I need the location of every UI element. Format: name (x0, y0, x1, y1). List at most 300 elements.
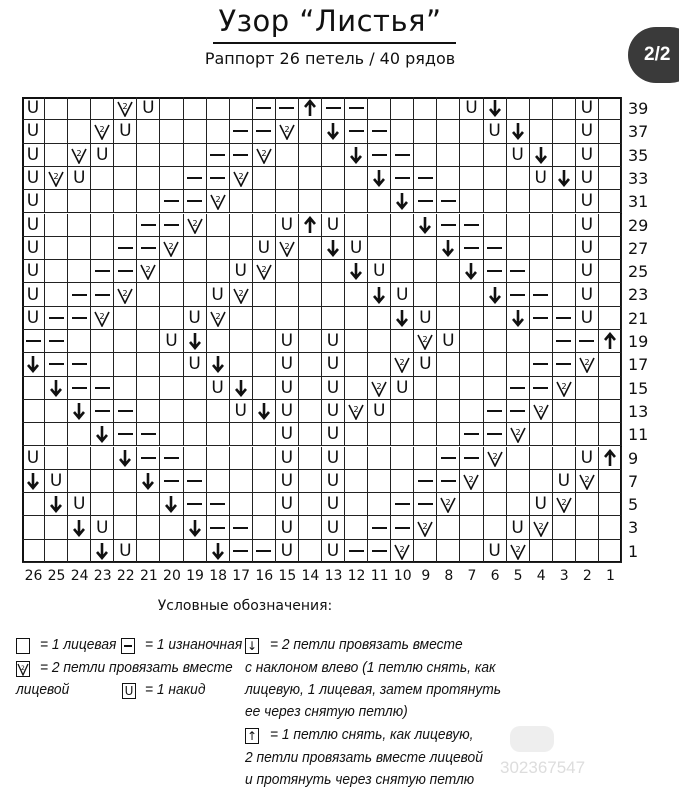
row-number-label: 27 (628, 238, 649, 258)
k2tog-icon (255, 146, 273, 164)
chart-cell-purl (207, 144, 230, 167)
chart-cell-yarn-over: U (276, 353, 299, 376)
chart-cell-purl (160, 190, 183, 213)
chart-cell-knit (137, 120, 160, 143)
chart-cell-knit (184, 237, 207, 260)
chart-cell-ssk (91, 540, 114, 563)
chart-cell-knit (45, 97, 68, 120)
k2tog-icon (393, 542, 411, 560)
svg-text:2: 2 (53, 172, 59, 182)
chart-cell-knit (599, 120, 622, 143)
chart-cell-yarn-over: U (230, 400, 253, 423)
chart-cell-knit (160, 400, 183, 423)
chart-cell-knit (414, 540, 437, 563)
chart-cell-ssk (553, 167, 576, 190)
chart-cell-ssk (484, 97, 507, 120)
chart-cell-k2tog (391, 353, 414, 376)
purl-dash (141, 457, 156, 459)
purl-dash (118, 270, 133, 272)
svg-text:2: 2 (122, 102, 128, 112)
chart-cell-knit (345, 353, 368, 376)
chart-cell-yarn-over: U (91, 144, 114, 167)
chart-cell-k2tog (207, 190, 230, 213)
column-number-label: 20 (163, 568, 181, 584)
purl-dash (464, 224, 479, 226)
column-number-label: 3 (559, 568, 569, 584)
chart-cell-yarn-over: U (507, 516, 530, 539)
chart-cell-purl (68, 283, 91, 306)
chart-cell-knit (391, 97, 414, 120)
chart-cell-knit (530, 190, 553, 213)
purl-dash (533, 363, 548, 365)
chart-cell-knit (345, 307, 368, 330)
chart-cell-knit (299, 377, 322, 400)
purl-dash (441, 480, 456, 482)
chart-cell-k2tog (184, 214, 207, 237)
column-number-label: 15 (278, 568, 297, 584)
chart-cell-knit (553, 120, 576, 143)
chart-cell-yarn-over: U (530, 167, 553, 190)
chart-cell-yarn-over: U (22, 97, 45, 120)
chart-cell-yarn-over: U (322, 214, 345, 237)
chart-cell-knit (599, 214, 622, 237)
chart-cell-knit (68, 423, 91, 446)
chart-cell-knit (299, 190, 322, 213)
chart-cell-purl (184, 167, 207, 190)
chart-cell-k2tog (68, 144, 91, 167)
chart-cell-purl (484, 423, 507, 446)
row-number-label: 25 (628, 262, 649, 282)
chart-cell-knit (91, 447, 114, 470)
purl-dash (579, 340, 594, 342)
chart-cell-knit (437, 540, 460, 563)
title-underline (213, 42, 456, 44)
chart-cell-knit (253, 307, 276, 330)
chart-cell-knit (22, 516, 45, 539)
column-number-label: 9 (421, 568, 431, 584)
chart-cell-k2tog (553, 377, 576, 400)
chart-cell-purl (460, 237, 483, 260)
chart-cell-k2tog (276, 237, 299, 260)
legend-k2tog-1: = 2 петли провязать вместе (40, 659, 233, 676)
chart-cell-knit (253, 516, 276, 539)
svg-text:2: 2 (515, 428, 521, 438)
chart-cell-knit (207, 120, 230, 143)
chart-cell-knit (253, 470, 276, 493)
chart-cell-knit (530, 540, 553, 563)
chart-cell-knit (160, 307, 183, 330)
subtitle: Раппорт 26 петель / 40 рядов (204, 49, 456, 68)
chart-cell-knit (184, 400, 207, 423)
down-arrow-icon (534, 146, 548, 164)
down-arrow-icon (395, 192, 409, 210)
purl-dash (210, 154, 225, 156)
chart-cell-knit (91, 330, 114, 353)
k2tog-icon (462, 472, 480, 490)
purl-dash (510, 387, 525, 389)
k2tog-icon (162, 239, 180, 257)
chart-cell-k2tog (530, 400, 553, 423)
chart-cell-knit (460, 400, 483, 423)
chart-cell-knit (460, 120, 483, 143)
chart-cell-knit (368, 470, 391, 493)
down-arrow-icon (511, 122, 525, 140)
chart-cell-knit (345, 493, 368, 516)
chart-cell-knit (507, 237, 530, 260)
chart-cell-ssk (207, 540, 230, 563)
chart-cell-knit (276, 144, 299, 167)
chart-cell-yarn-over: U (45, 470, 68, 493)
chart-cell-knit (391, 470, 414, 493)
chart-cell-purl (230, 144, 253, 167)
chart-cell-knit (484, 353, 507, 376)
chart-cell-yarn-over: U (576, 447, 599, 470)
chart-cell-knit (484, 516, 507, 539)
chart-cell-knit (207, 214, 230, 237)
chart-cell-ssk (437, 237, 460, 260)
row-number-label: 21 (628, 308, 649, 328)
chart-cell-knit (322, 190, 345, 213)
purl-symbol-icon (121, 638, 135, 654)
chart-cell-ssk (45, 377, 68, 400)
down-arrow-icon (326, 239, 340, 257)
up-arrow-icon (603, 332, 617, 350)
chart-cell-knit (414, 144, 437, 167)
chart-cell-knit (599, 307, 622, 330)
chart-cell-k2tog (207, 307, 230, 330)
chart-cell-yarn-over: U (576, 167, 599, 190)
purl-dash (349, 550, 364, 552)
chart-cell-knit (391, 120, 414, 143)
chart-cell-knit (160, 423, 183, 446)
chart-cell-yarn-over: U (553, 470, 576, 493)
chart-cell-yarn-over: U (276, 540, 299, 563)
chart-cell-knit (114, 353, 137, 376)
chart-cell-purl (414, 190, 437, 213)
chart-cell-purl (68, 307, 91, 330)
chart-cell-knit (599, 144, 622, 167)
chart-cell-knit (253, 447, 276, 470)
chart-cell-knit (137, 330, 160, 353)
chart-cell-ssk (114, 447, 137, 470)
chart-cell-purl (137, 423, 160, 446)
chart-cell-knit (599, 190, 622, 213)
chart-cell-ssk (91, 423, 114, 446)
chart-cell-purl (253, 97, 276, 120)
chart-cell-knit (599, 423, 622, 446)
chart-cell-knit (437, 120, 460, 143)
chart-cell-knit (460, 516, 483, 539)
chart-cell-ssk (368, 283, 391, 306)
chart-cell-ssk (68, 400, 91, 423)
chart-cell-knit (437, 423, 460, 446)
purl-dash (464, 433, 479, 435)
row-number-label: 3 (628, 518, 639, 538)
chart-cell-purl (507, 400, 530, 423)
chart-cell-knit (230, 97, 253, 120)
k2tog-icon (116, 99, 134, 117)
chart-cell-knit (230, 470, 253, 493)
chart-cell-purl (207, 516, 230, 539)
chart-cell-knit (414, 260, 437, 283)
chart-cell-purl (391, 144, 414, 167)
chart-cell-purl (391, 493, 414, 516)
chart-cell-knit (484, 144, 507, 167)
row-number-label: 13 (628, 401, 649, 421)
k2tog-icon (209, 192, 227, 210)
chart-cell-purl (137, 237, 160, 260)
chart-cell-knit (299, 307, 322, 330)
svg-text:2: 2 (261, 265, 267, 275)
svg-text:2: 2 (353, 405, 359, 415)
svg-text:2: 2 (538, 521, 544, 531)
down-arrow-icon (234, 379, 248, 397)
down-arrow-icon (95, 542, 109, 560)
chart-cell-purl (91, 260, 114, 283)
chart-cell-k2tog (253, 144, 276, 167)
chart-cell-purl (553, 307, 576, 330)
column-number-label: 21 (139, 568, 158, 584)
purl-dash (533, 317, 548, 319)
svg-text:2: 2 (215, 195, 221, 205)
purl-dash (210, 177, 225, 179)
down-arrow-icon (326, 122, 340, 140)
chart-cell-knit (299, 540, 322, 563)
chart-cell-purl (22, 330, 45, 353)
k2tog-icon (416, 332, 434, 350)
chart-cell-ssk (530, 144, 553, 167)
chart-cell-knit (45, 190, 68, 213)
svg-text:2: 2 (76, 148, 82, 158)
chart-cell-yarn-over: U (368, 260, 391, 283)
chart-cell-knit (599, 493, 622, 516)
chart-cell-knit (553, 190, 576, 213)
purl-dash (372, 527, 387, 529)
svg-text:2: 2 (584, 358, 590, 368)
chart-cell-knit (530, 423, 553, 446)
purl-dash (233, 154, 248, 156)
up-arrow-icon (303, 99, 317, 117)
purl-dash (164, 457, 179, 459)
chart-cell-knit (345, 167, 368, 190)
chart-cell-ssk (414, 214, 437, 237)
chart-cell-yarn-over: U (322, 516, 345, 539)
chart-cell-yarn-over: U (576, 190, 599, 213)
chart-cell-knit (391, 447, 414, 470)
chart-cell-yarn-over: U (22, 307, 45, 330)
chart-cell-knit (91, 493, 114, 516)
chart-cell-purl (91, 377, 114, 400)
chart-cell-purl (530, 377, 553, 400)
purl-dash (418, 177, 433, 179)
svg-text:2: 2 (192, 218, 198, 228)
chart-cell-yarn-over: U (276, 423, 299, 446)
down-arrow-icon (511, 309, 525, 327)
chart-cell-knit (22, 493, 45, 516)
k2tog-icon (509, 542, 527, 560)
chart-cell-knit (553, 540, 576, 563)
row-number-label: 23 (628, 285, 649, 305)
cdd-symbol-icon: ↑ (246, 729, 258, 743)
chart-cell-knit (207, 330, 230, 353)
chart-cell-k2tog (230, 167, 253, 190)
chart-cell-knit (299, 237, 322, 260)
chart-cell-ssk (460, 260, 483, 283)
chart-cell-knit (599, 540, 622, 563)
purl-dash (556, 317, 571, 319)
svg-text:2: 2 (238, 172, 244, 182)
chart-cell-knit (230, 214, 253, 237)
chart-cell-knit (137, 540, 160, 563)
chart-cell-knit (68, 190, 91, 213)
svg-text:2: 2 (399, 358, 405, 368)
purl-dash (72, 363, 87, 365)
chart-cell-knit (368, 237, 391, 260)
purl-dash (233, 550, 248, 552)
chart-cell-knit (414, 97, 437, 120)
chart-cell-knit (207, 423, 230, 446)
chart-cell-knit (230, 353, 253, 376)
chart-cell-knit (253, 190, 276, 213)
chart-cell-knit (576, 493, 599, 516)
chart-cell-knit (576, 400, 599, 423)
chart-cell-purl (484, 237, 507, 260)
chart-cell-knit (45, 144, 68, 167)
chart-cell-knit (230, 307, 253, 330)
chart-cell-knit (91, 97, 114, 120)
chart-cell-knit (230, 190, 253, 213)
chart-cell-yarn-over: U (460, 97, 483, 120)
chart-cell-knit (460, 167, 483, 190)
down-arrow-icon (349, 146, 363, 164)
chart-cell-knit (114, 167, 137, 190)
chart-cell-knit (160, 377, 183, 400)
chart-cell-yarn-over: U (576, 214, 599, 237)
chart-cell-purl (460, 447, 483, 470)
chart-cell-yarn-over: U (391, 283, 414, 306)
row-number-label: 11 (628, 425, 649, 445)
purl-dash (349, 107, 364, 109)
chart-cell-yarn-over: U (322, 423, 345, 446)
chart-cell-knit (345, 377, 368, 400)
chart-cell-yarn-over: U (276, 470, 299, 493)
chart-cell-purl (507, 260, 530, 283)
k2tog-icon (509, 425, 527, 443)
chart-cell-knit (437, 260, 460, 283)
chart-cell-knit (184, 283, 207, 306)
k2tog-icon (578, 355, 596, 373)
chart-cell-purl (368, 120, 391, 143)
down-arrow-icon (372, 286, 386, 304)
k2tog-icon (439, 495, 457, 513)
legend-purl: = 1 изнаночная (145, 636, 243, 653)
chart-cell-knit (368, 493, 391, 516)
chart-cell-knit (184, 447, 207, 470)
chart-cell-knit (322, 144, 345, 167)
chart-cell-knit (184, 377, 207, 400)
chart-cell-knit (114, 307, 137, 330)
chart-cell-k2tog (530, 516, 553, 539)
chart-cell-ssk (137, 470, 160, 493)
svg-text:2: 2 (284, 125, 290, 135)
yarn-over-symbol-icon: U (122, 683, 136, 699)
chart-cell-knit (114, 190, 137, 213)
down-arrow-icon (488, 99, 502, 117)
chart-cell-knit (322, 260, 345, 283)
down-arrow-icon (26, 472, 40, 490)
chart-cell-purl (437, 447, 460, 470)
chart-cell-knit (599, 97, 622, 120)
chart-cell-knit (460, 144, 483, 167)
purl-dash (372, 130, 387, 132)
chart-cell-knit (45, 260, 68, 283)
chart-cell-purl (91, 400, 114, 423)
chart-cell-knit (599, 260, 622, 283)
chart-cell-knit (160, 540, 183, 563)
chart-cell-yarn-over: U (276, 377, 299, 400)
chart-cell-k2tog (230, 283, 253, 306)
svg-text:2: 2 (168, 241, 175, 251)
purl-dash (164, 224, 179, 226)
page-title: Узор “Листья” (218, 4, 442, 38)
chart-cell-knit (484, 493, 507, 516)
chart-cell-knit (530, 330, 553, 353)
purl-dash (441, 457, 456, 459)
chart-cell-knit (276, 307, 299, 330)
svg-text:2: 2 (561, 381, 567, 391)
chart-cell-knit (553, 237, 576, 260)
svg-text:2: 2 (584, 474, 590, 484)
chart-cell-knit (253, 330, 276, 353)
chart-cell-yarn-over: U (22, 214, 45, 237)
svg-text:2: 2 (538, 405, 544, 415)
chart-cell-yarn-over: U (484, 540, 507, 563)
chart-cell-knit (299, 493, 322, 516)
chart-cell-purl (391, 167, 414, 190)
chart-cell-yarn-over: U (576, 307, 599, 330)
chart-cell-knit (137, 353, 160, 376)
chart-cell-yarn-over: U (576, 97, 599, 120)
chart-cell-purl (437, 470, 460, 493)
down-arrow-icon (257, 402, 271, 420)
svg-text:2: 2 (492, 451, 498, 461)
column-number-label: 17 (232, 568, 251, 584)
chart-cell-knit (484, 470, 507, 493)
row-number-label: 19 (628, 332, 649, 351)
chart-cell-knit (114, 493, 137, 516)
k2tog-icon (93, 122, 111, 140)
chart-cell-purl (507, 283, 530, 306)
chart-cell-knit (507, 330, 530, 353)
chart-cell-knit (230, 330, 253, 353)
chart-cell-ssk (207, 353, 230, 376)
row-number-label: 37 (628, 122, 649, 142)
chart-cell-knit (484, 330, 507, 353)
up-arrow-icon (603, 449, 617, 467)
legend-title: Условные обозначения: (157, 598, 333, 614)
svg-text:2: 2 (21, 665, 25, 672)
chart-cell-knit (530, 237, 553, 260)
chart-cell-knit (230, 237, 253, 260)
chart-cell-purl (137, 214, 160, 237)
chart-cell-purl (414, 167, 437, 190)
chart-cell-knit (437, 144, 460, 167)
svg-text:2: 2 (99, 311, 105, 321)
chart-cell-purl (460, 423, 483, 446)
chart-cell-ssk (322, 237, 345, 260)
chart-cell-ssk (230, 377, 253, 400)
chart-cell-knit (484, 167, 507, 190)
